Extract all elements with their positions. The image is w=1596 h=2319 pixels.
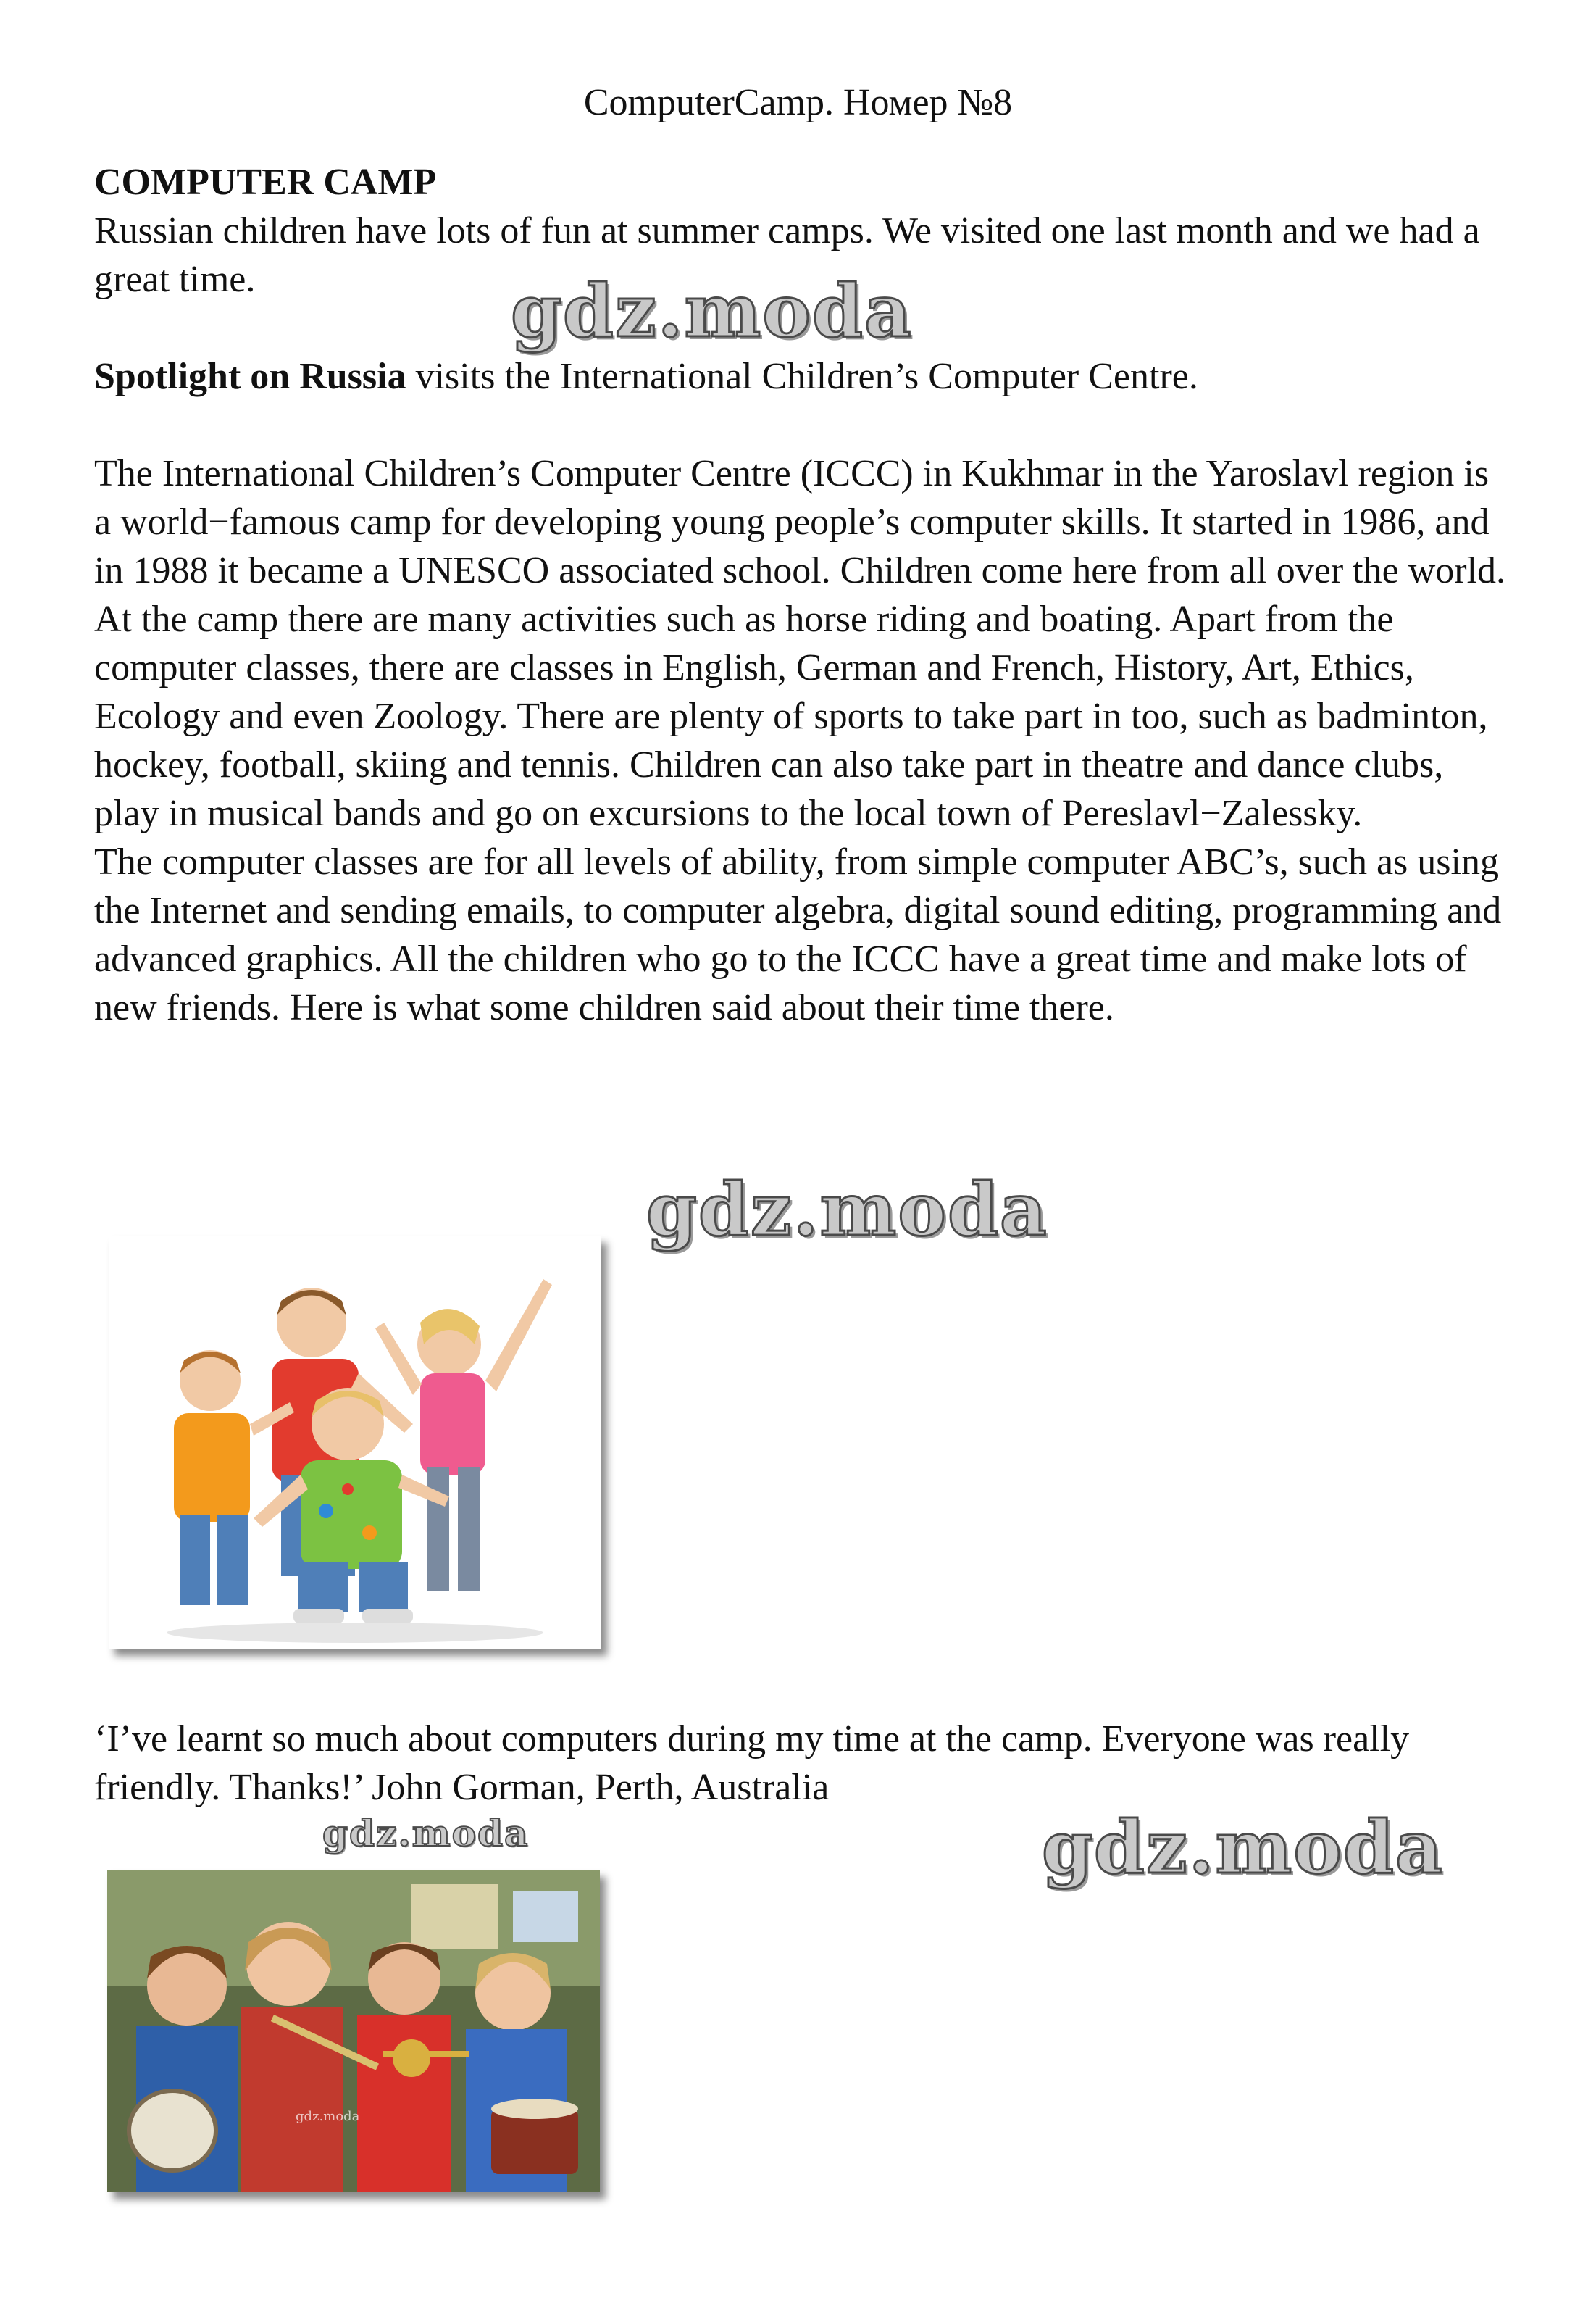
paragraph-3: The computer classes are for all levels of ability, from simple computer ABC’s, such as using the Internet and sending emails, to computer algebra, digital sound editing, programming and advanced graphics. All the children who go to the ICCC have a great time and make lots of new friends. Here is what some children said about their time there. [94,841,1502,1028]
intro-paragraph: Russian children have lots of fun at summer camps. We visited one last month and we had a great time. [94,210,1480,300]
paragraph-1: The International Children’s Computer Centre (ICCC) in Kukhmar in the Yaroslavl region is a world−famous camp for developing young people’s computer skills. It started in 1986, and in 1988 it became a UNESCO associated school. Children come here from all over the world. [94,453,1506,591]
watermark-4: gdz.moda [1042,1804,1444,1890]
photo-watermark: gdz.moda [296,2109,360,2124]
photo-music-band [107,1870,600,2192]
dancing-children-illustration [109,1236,601,1649]
watermark-3: gdz.moda [322,1812,530,1854]
spotlight-line [94,352,1514,401]
spotlight-text: visits the International Children’s Computer Centre. [406,356,1198,397]
watermark-1: gdz.moda [511,268,913,354]
photo-dancing-children [109,1236,601,1649]
page-title: ComputerCamp. Номер №8 [583,82,1013,123]
music-band-illustration [107,1870,600,2192]
paragraph-2: At the camp there are many activities such as horse riding and boating. Apart from the computer classes, there are classes in English, German and French, History, Art, Ethics, Ecology and even Zoology. There are plenty of sports to take part in too, such as badminton, hockey, football, skiing and tennis. Children can also take part in theatre and dance clubs, play in musical bands and go on excursions to the local town of Pereslavl−Zalessky. [94,599,1488,834]
watermark-2: gdz.moda [646,1167,1048,1252]
quote-1 [94,1715,1514,1812]
spotlight-brand: Spotlight on Russia [94,356,406,397]
quote-1-text: ‘I’ve learnt so much about computers during my time at the camp. Everyone was really friendly. Thanks!’ John Gorman, Perth, Australia [94,1718,1410,1808]
article-body [94,449,1514,1032]
article-heading: COMPUTER CAMP [94,162,437,203]
